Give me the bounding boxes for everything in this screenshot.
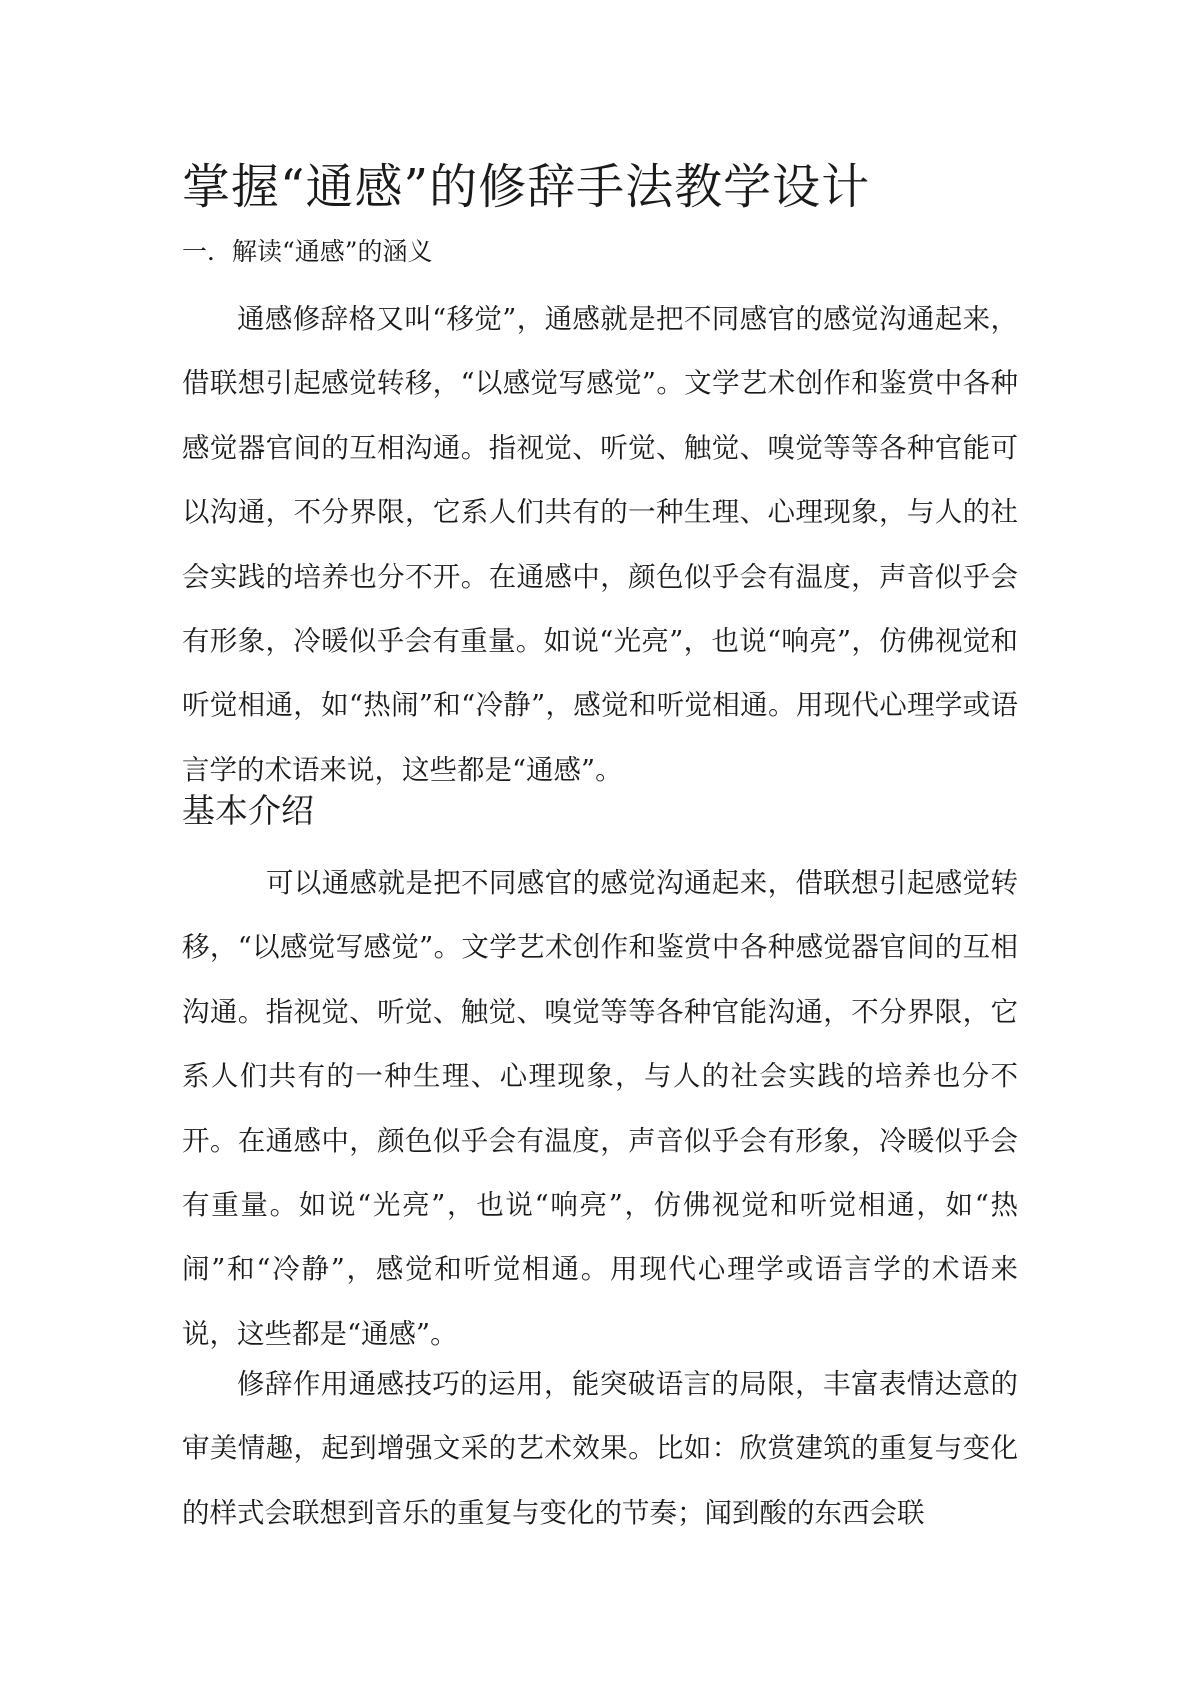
section-heading: 一．解读“通感”的涵义 [182, 237, 433, 266]
document-title: 掌握“通感”的修辞手法教学设计 [182, 159, 871, 215]
subheading-basic-intro: 基本介绍 [182, 791, 314, 830]
paragraph-rhetorical-effect: 修辞作用通感技巧的运用，能突破语言的局限，丰富表情达意的审美情趣，起到增强文采的艺术效果。比如：欣赏建筑的重复与变化的样式会联想到音乐的重复与变化的节奏；闻到酸的东西会联 [182, 1368, 1018, 1529]
paragraph-basic-intro: 可以通感就是把不同感官的感觉沟通起来，借联想引起感觉转移，“以感觉写感觉”。文学艺术创作和鉴赏中各种感觉器官间的互相沟通。指视觉、听觉、触觉、嗅觉等等各种官能沟通，不分界限，它系人们共有的一种生理、心理现象，与人的社会实践的培养也分不开。在通感中，颜色似乎会有温度，声音似乎会有形象，冷暖似乎会有重量。如说“光亮”，也说“响亮”，仿佛视觉和听觉相通，如“热闹”和“冷静”，感觉和听觉相通。用现代心理学或语言学的术语来说，这些都是“通感”。 [182, 867, 1018, 1350]
paragraph-definition: 通感修辞格又叫“移觉”，通感就是把不同感官的感觉沟通起来，借联想引起感觉转移，“以感觉写感觉”。文学艺术创作和鉴赏中各种感觉器官间的互相沟通。指视觉、听觉、触觉、嗅觉等等各种官能可以沟通，不分界限，它系人们共有的一种生理、心理现象，与人的社会实践的培养也分不开。在通感中，颜色似乎会有温度，声音似乎会有形象，冷暖似乎会有重量。如说“光亮”，也说“响亮”，仿佛视觉和听觉相通，如“热闹”和“冷静”，感觉和听觉相通。用现代心理学或语言学的术语来说，这些都是“通感”。 [182, 303, 1018, 786]
